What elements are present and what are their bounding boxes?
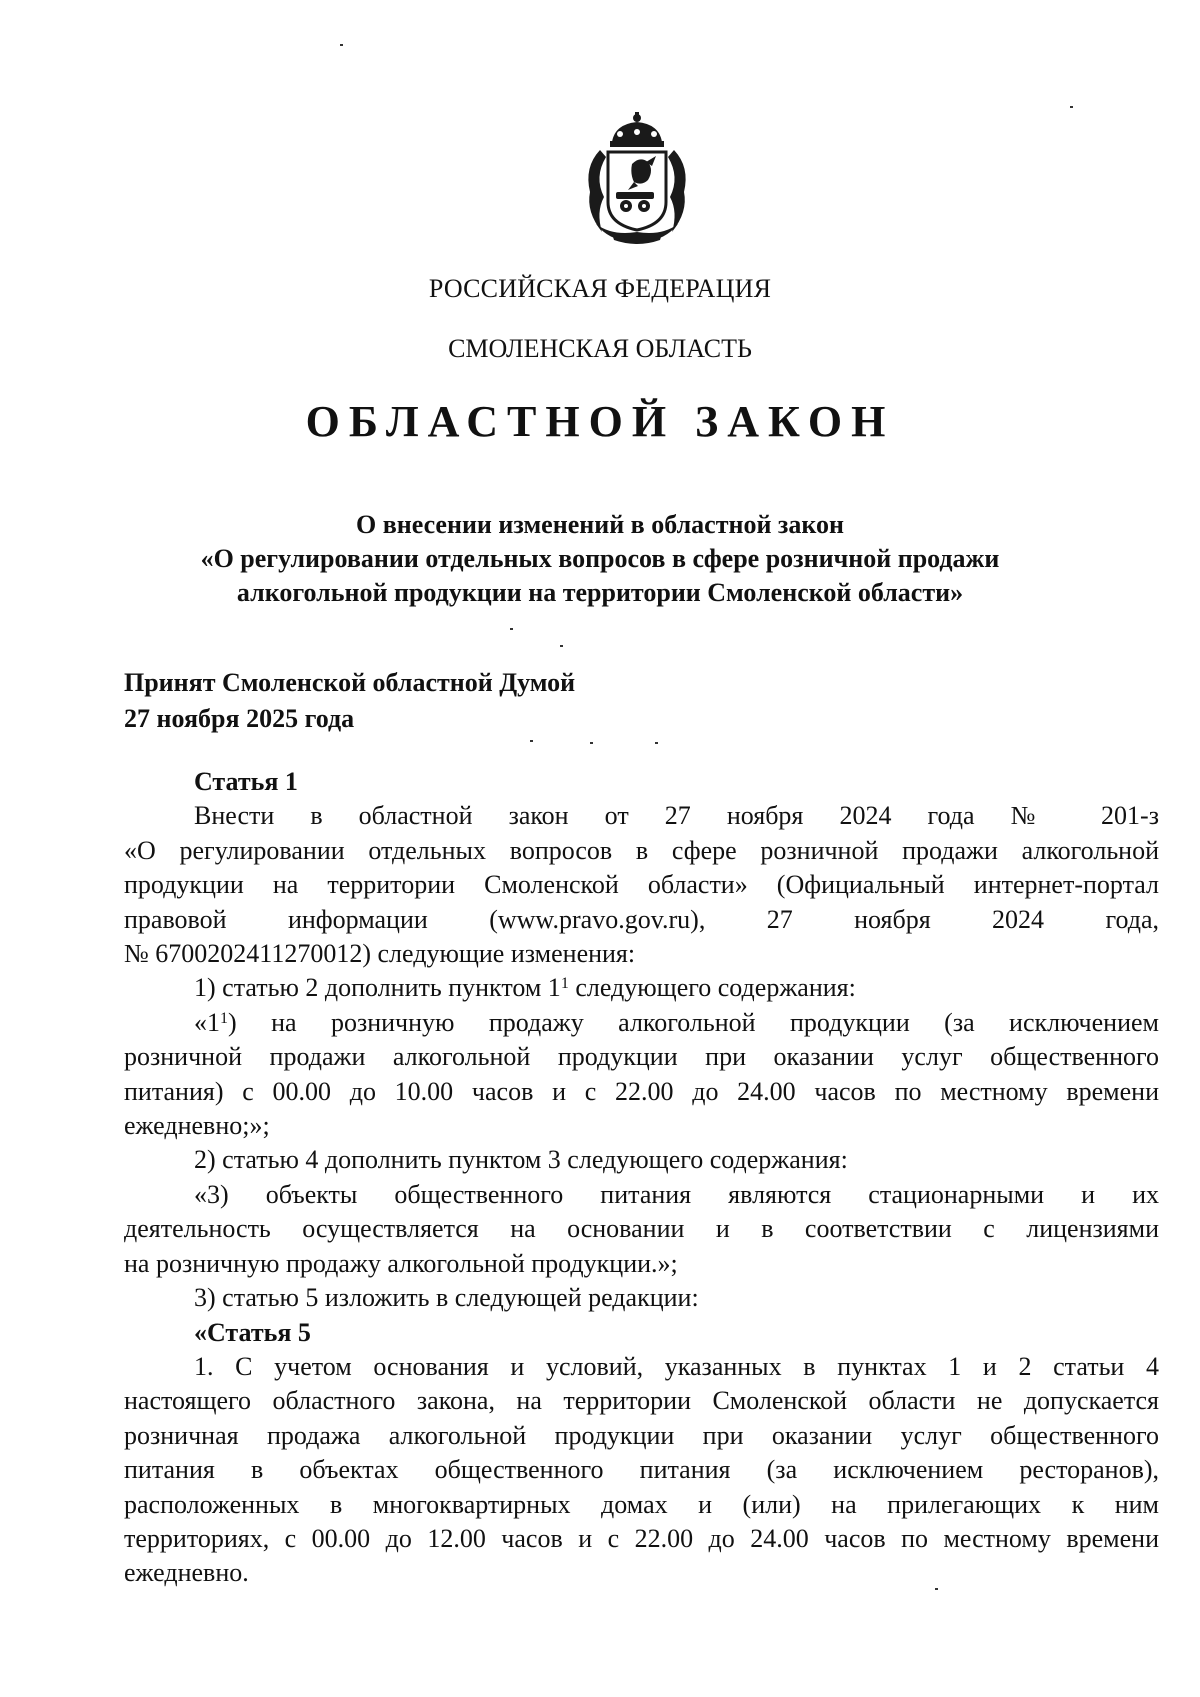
quoted-line xyxy=(124,1006,1159,1040)
article-5-line: розничная продажа алкогольной продукции при оказании услуг общественного xyxy=(124,1420,1159,1450)
superscript: 1 xyxy=(560,975,569,993)
quoted-line: «3) объекты общественного питания являются стационарными и их xyxy=(194,1179,1159,1209)
quoted-line: розничной продажи алкогольной продукции при оказании услуг общественного xyxy=(124,1042,1159,1072)
article-5-line: ежедневно. xyxy=(124,1558,249,1588)
paragraph-line: «О регулировании отдельных вопросов в сфере розничной продажи алкогольной xyxy=(124,835,1159,865)
scan-speck xyxy=(590,742,593,744)
coat-of-arms-emblem xyxy=(582,112,692,247)
amendment-item-1 xyxy=(124,971,1159,1005)
article-5-line: территориях, с 00.00 до 12.00 часов и с 22.00 до 24.00 часов по местному времени xyxy=(124,1523,1159,1553)
scan-speck xyxy=(560,645,563,647)
scan-speck xyxy=(655,742,658,744)
adoption-note xyxy=(124,665,575,737)
quoted-line: на розничную продажу алкогольной продукции.»; xyxy=(124,1248,678,1278)
law-title-line: О внесении изменений в областной закон xyxy=(355,510,845,539)
document-type-title: ОБЛАСТНОЙ ЗАКОН xyxy=(305,397,895,446)
amendment-text: 1) статью 2 дополнить пунктом 1 xyxy=(194,973,561,1003)
quoted-line: деятельность осуществляется на основании и в соответствии с лицензиями xyxy=(124,1214,1159,1244)
article-5-line: настоящего областного закона, на территории Смоленской области не допускается xyxy=(124,1386,1159,1416)
law-title-line: алкогольной продукции на территории Смоленской области» xyxy=(236,578,964,607)
quoted-line: питания) с 00.00 до 10.00 часов и с 22.00 до 24.00 часов по местному времени xyxy=(124,1076,1159,1106)
article-5-line: питания в объектах общественного питания (за исключением ресторанов), xyxy=(124,1455,1159,1485)
adoption-body: Принят Смоленской областной Думой xyxy=(124,668,576,697)
law-title-line: «О регулировании отдельных вопросов в сфере розничной продажи xyxy=(200,544,1000,573)
article-heading: Статья 1 xyxy=(194,767,298,796)
superscript: 1 xyxy=(220,1009,228,1027)
article-body xyxy=(124,765,1159,1591)
country-name: РОССИЙСКАЯ ФЕДЕРАЦИЯ xyxy=(428,274,772,303)
crown-icon xyxy=(610,112,664,147)
region-name: СМОЛЕНСКАЯ ОБЛАСТЬ xyxy=(448,334,752,363)
article-5-line: расположенных в многоквартирных домах и (или) на прилегающих к ним xyxy=(124,1489,1159,1519)
paragraph-line: продукции на территории Смоленской области» (Официальный интернет-портал xyxy=(124,870,1159,900)
article-5-line: 1. С учетом основания и условий, указанных в пунктах 1 и 2 статьи 4 xyxy=(194,1351,1159,1381)
scan-speck xyxy=(340,44,343,46)
amendment-item-2: 2) статью 4 дополнить пунктом 3 следующего содержания: xyxy=(194,1145,848,1175)
quoted-text: ) на розничную продажу алкогольной продукции (за исключением xyxy=(228,1007,1159,1037)
quoted-line: ежедневно;»; xyxy=(124,1111,270,1141)
amendment-item-3: 3) статью 5 изложить в следующей редакции: xyxy=(194,1283,699,1313)
quoted-text: «1 xyxy=(194,1007,220,1037)
scan-speck xyxy=(510,628,513,630)
scan-speck xyxy=(935,1588,938,1590)
paragraph-line: Внести в областной закон от 27 ноября 2024 года № 201-з xyxy=(194,801,1159,831)
scan-speck xyxy=(530,740,533,742)
scan-speck xyxy=(1070,106,1073,108)
paragraph-line: № 6700202411270012) следующие изменения: xyxy=(124,939,636,969)
article-5-heading: «Статья 5 xyxy=(194,1317,311,1347)
law-title xyxy=(150,508,1050,610)
amendment-text: следующего содержания: xyxy=(568,973,856,1003)
adoption-date: 27 ноября 2025 года xyxy=(124,704,355,733)
paragraph-line: правовой информации (www.pravo.gov.ru), 27 ноября 2024 года, xyxy=(124,904,1159,934)
